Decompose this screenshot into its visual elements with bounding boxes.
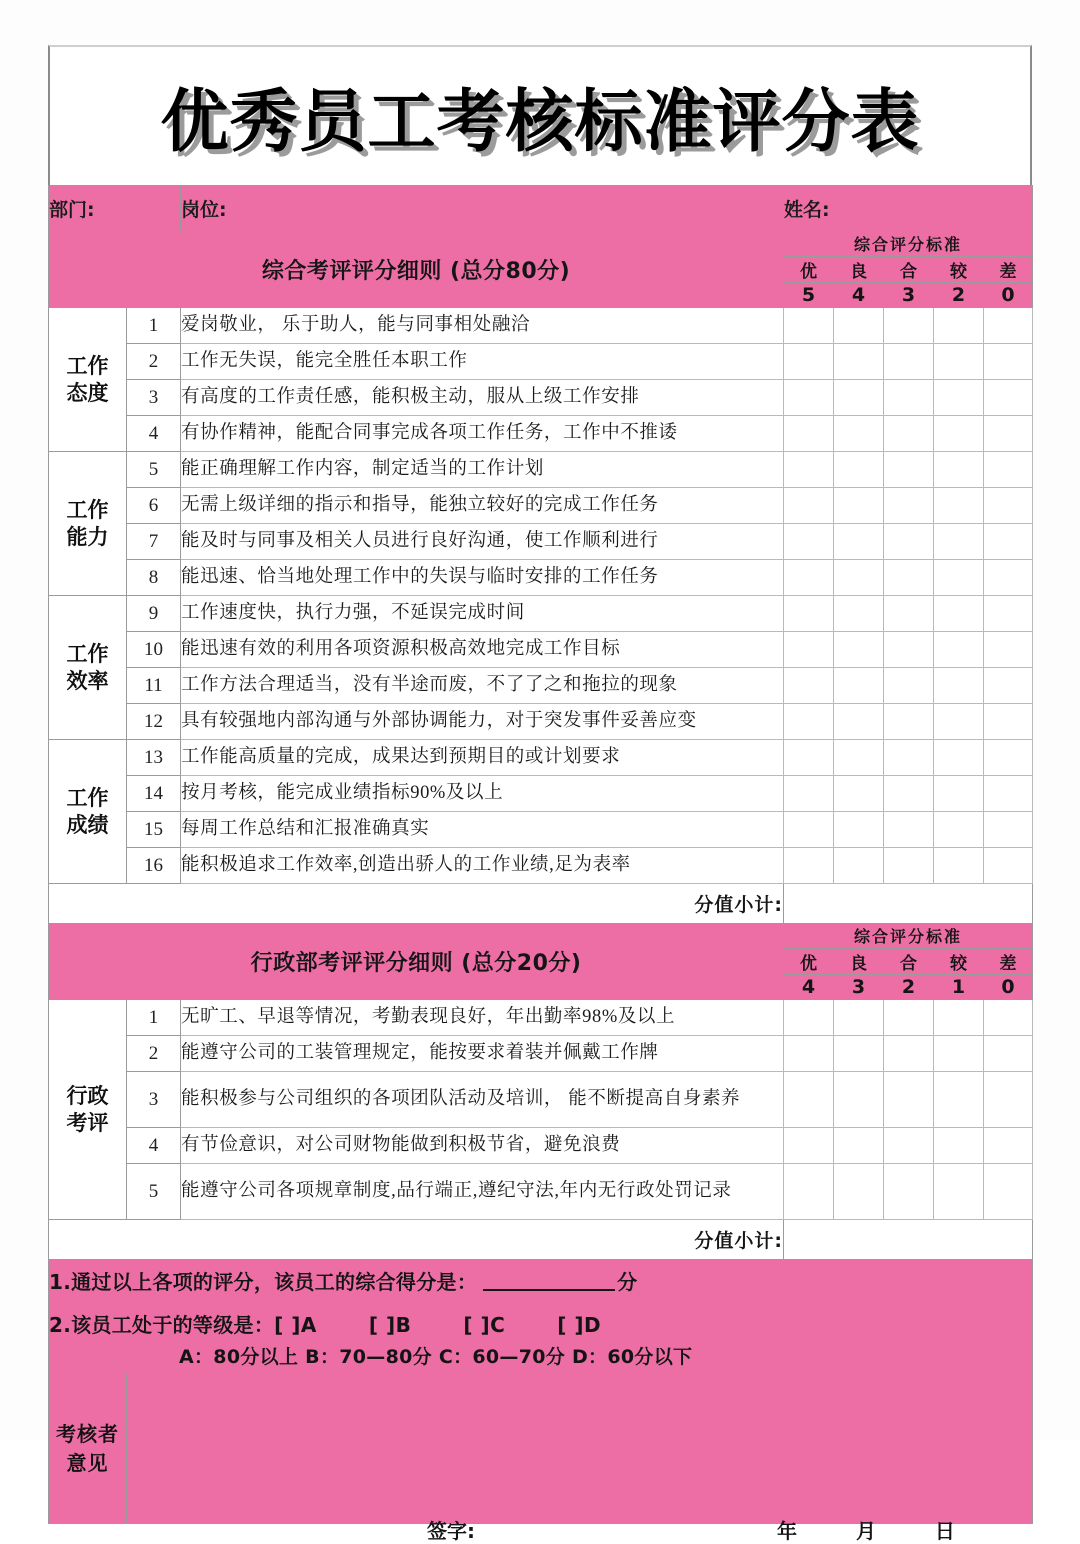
form-title-band xyxy=(48,45,1032,185)
item-number: 5 xyxy=(127,452,181,488)
score-mark-cell[interactable] xyxy=(884,848,934,884)
item-description: 有节俭意识，对公司财物能做到积极节省，避免浪费 xyxy=(181,1128,784,1164)
score-mark-cell[interactable] xyxy=(884,1128,934,1164)
score-mark-cell[interactable] xyxy=(884,812,934,848)
score-mark-cell[interactable] xyxy=(884,416,934,452)
score-mark-cell[interactable] xyxy=(834,416,884,452)
score-mark-cell[interactable] xyxy=(984,632,1033,668)
item-number: 9 xyxy=(127,596,181,632)
score-mark-cell[interactable] xyxy=(984,704,1033,740)
score-mark-cell[interactable] xyxy=(834,380,884,416)
item-description: 工作能高质量的完成，成果达到预期目的或计划要求 xyxy=(181,740,784,776)
admin-standard-header: 综合评分标准 xyxy=(784,924,1033,949)
item-number: 14 xyxy=(127,776,181,812)
table-row xyxy=(49,776,1033,812)
item-description: 无旷工、早退等情况，考勤表现良好，年出勤率98%及以上 xyxy=(181,1000,784,1036)
score-mark-cell[interactable] xyxy=(934,848,984,884)
item-description: 工作速度快，执行力强，不延误完成时间 xyxy=(181,596,784,632)
item-description: 无需上级详细的指示和指导，能独立较好的完成工作任务 xyxy=(181,488,784,524)
reviewer-row xyxy=(49,1374,1033,1524)
item-number: 1 xyxy=(127,308,181,344)
category-cell: 工作 能力 xyxy=(49,452,127,596)
admin-score-0: 4 xyxy=(784,975,834,1000)
main-grade-2: 合 xyxy=(884,256,934,283)
score-mark-cell[interactable] xyxy=(784,596,834,632)
main-grade-0: 优 xyxy=(784,256,834,283)
summary-line1-text: 1.通过以上各项的评分，该员工的综合得分是： xyxy=(49,1270,478,1294)
score-mark-cell[interactable] xyxy=(834,308,884,344)
score-mark-cell[interactable] xyxy=(784,452,834,488)
score-mark-cell[interactable] xyxy=(934,1000,984,1036)
table-row xyxy=(49,380,1033,416)
main-grade-1: 良 xyxy=(834,256,884,283)
score-blank[interactable] xyxy=(483,1275,615,1291)
score-mark-cell[interactable] xyxy=(934,812,984,848)
score-mark-cell[interactable] xyxy=(784,488,834,524)
summary-grade-row xyxy=(49,1302,1033,1374)
score-mark-cell[interactable] xyxy=(984,776,1033,812)
main-score-3: 2 xyxy=(934,283,984,308)
score-mark-cell[interactable] xyxy=(884,1164,934,1220)
table-row xyxy=(49,488,1033,524)
summary-line2-text: 2.该员工处于的等级是： xyxy=(49,1312,275,1337)
item-number: 3 xyxy=(127,380,181,416)
item-number: 4 xyxy=(127,1128,181,1164)
score-mark-cell[interactable] xyxy=(934,344,984,380)
grade-option-a[interactable]: [ ]A xyxy=(274,1312,317,1337)
score-mark-cell[interactable] xyxy=(884,632,934,668)
item-description: 工作无失误，能完全胜任本职工作 xyxy=(181,344,784,380)
score-mark-cell[interactable] xyxy=(834,632,884,668)
admin-grade-4: 差 xyxy=(984,948,1033,975)
item-number: 15 xyxy=(127,812,181,848)
score-mark-cell[interactable] xyxy=(934,308,984,344)
score-mark-cell[interactable] xyxy=(934,1128,984,1164)
item-number: 12 xyxy=(127,704,181,740)
summary-score-row xyxy=(49,1260,1033,1302)
admin-score-4: 0 xyxy=(984,975,1033,1000)
score-mark-cell[interactable] xyxy=(784,812,834,848)
score-mark-cell[interactable] xyxy=(934,704,984,740)
table-row xyxy=(49,812,1033,848)
table-row xyxy=(49,740,1033,776)
score-mark-cell[interactable] xyxy=(934,668,984,704)
main-subtotal-row xyxy=(49,884,1033,924)
category-cell: 工作 成绩 xyxy=(49,740,127,884)
score-mark-cell[interactable] xyxy=(834,848,884,884)
item-description: 爱岗敬业， 乐于助人，能与同事相处融洽 xyxy=(181,308,784,344)
score-mark-cell[interactable] xyxy=(834,560,884,596)
score-mark-cell[interactable] xyxy=(934,488,984,524)
item-number: 2 xyxy=(127,1036,181,1072)
item-description: 有协作精神，能配合同事完成各项工作任务，工作中不推诿 xyxy=(181,416,784,452)
score-mark-cell[interactable] xyxy=(984,812,1033,848)
score-mark-cell[interactable] xyxy=(984,740,1033,776)
item-number: 5 xyxy=(127,1164,181,1220)
score-mark-cell[interactable] xyxy=(934,452,984,488)
item-number: 1 xyxy=(127,1000,181,1036)
grade-option-group[interactable] xyxy=(274,1313,653,1337)
info-row xyxy=(49,186,1033,232)
score-mark-cell[interactable] xyxy=(934,632,984,668)
score-mark-cell[interactable] xyxy=(834,452,884,488)
grade-option-b[interactable]: [ ]B xyxy=(368,1312,412,1337)
date-label[interactable]: 年 月 日 xyxy=(777,1519,981,1543)
category-cell: 工作 态度 xyxy=(49,308,127,452)
table-row xyxy=(49,1128,1033,1164)
name-field[interactable]: 姓名: xyxy=(784,186,1033,232)
item-number: 6 xyxy=(127,488,181,524)
main-score-1: 4 xyxy=(834,283,884,308)
score-mark-cell[interactable] xyxy=(834,488,884,524)
item-description: 具有较强地内部沟通与外部协调能力，对于突发事件妥善应变 xyxy=(181,704,784,740)
table-row xyxy=(49,1072,1033,1128)
main-section-title: 综合考评评分细则 (总分80分) xyxy=(49,232,784,308)
item-description: 能遵守公司各项规章制度,品行端正,遵纪守法,年内无行政处罚记录 xyxy=(181,1164,784,1220)
score-mark-cell[interactable] xyxy=(934,1072,984,1128)
score-mark-cell[interactable] xyxy=(884,668,934,704)
table-row xyxy=(49,560,1033,596)
admin-score-3: 1 xyxy=(934,975,984,1000)
main-subtotal-value[interactable] xyxy=(784,884,1033,924)
category-cell: 工作 效率 xyxy=(49,596,127,740)
admin-grade-0: 优 xyxy=(784,948,834,975)
score-mark-cell[interactable] xyxy=(784,776,834,812)
item-description: 能积极参与公司组织的各项团队活动及培训， 能不断提高自身素养 xyxy=(181,1072,784,1128)
score-mark-cell[interactable] xyxy=(884,380,934,416)
table-row xyxy=(49,848,1033,884)
score-mark-cell[interactable] xyxy=(884,740,934,776)
table-row xyxy=(49,308,1033,344)
main-standard-header: 综合评分标准 xyxy=(784,232,1033,257)
admin-subtotal-label: 分值小计: xyxy=(49,1220,784,1260)
score-mark-cell[interactable] xyxy=(934,1036,984,1072)
page-title: 优秀员工考核标准评分表 xyxy=(160,82,920,162)
score-mark-cell[interactable] xyxy=(934,776,984,812)
admin-section-header-top xyxy=(49,924,1033,949)
table-row xyxy=(49,452,1033,488)
table-row xyxy=(49,1000,1033,1036)
score-mark-cell[interactable] xyxy=(984,416,1033,452)
item-number: 4 xyxy=(127,416,181,452)
table-row xyxy=(49,1164,1033,1220)
score-mark-cell[interactable] xyxy=(884,308,934,344)
score-mark-cell[interactable] xyxy=(784,560,834,596)
score-mark-cell[interactable] xyxy=(884,452,934,488)
score-mark-cell[interactable] xyxy=(984,1164,1033,1220)
evaluation-table xyxy=(48,185,1033,1543)
score-mark-cell[interactable] xyxy=(884,344,934,380)
item-number: 10 xyxy=(127,632,181,668)
score-mark-cell[interactable] xyxy=(784,848,834,884)
item-description: 能遵守公司的工装管理规定，能按要求着装并佩戴工作牌 xyxy=(181,1036,784,1072)
item-description: 能迅速、恰当地处理工作中的失误与临时安排的工作任务 xyxy=(181,560,784,596)
score-mark-cell[interactable] xyxy=(884,776,934,812)
score-mark-cell[interactable] xyxy=(784,524,834,560)
score-mark-cell[interactable] xyxy=(984,560,1033,596)
grade-legend: A：80分以上 B：70—80分 C：60—70分 D：60分以下 xyxy=(179,1345,693,1368)
score-mark-cell[interactable] xyxy=(884,1000,934,1036)
score-mark-cell[interactable] xyxy=(784,1072,834,1128)
table-row xyxy=(49,704,1033,740)
table-row xyxy=(49,632,1033,668)
score-mark-cell[interactable] xyxy=(984,452,1033,488)
score-mark-cell[interactable] xyxy=(984,1000,1033,1036)
item-description: 能迅速有效的利用各项资源积极高效地完成工作目标 xyxy=(181,632,784,668)
table-row xyxy=(49,416,1033,452)
summary-total-score[interactable] xyxy=(49,1260,1033,1302)
score-mark-cell[interactable] xyxy=(784,380,834,416)
score-mark-cell[interactable] xyxy=(934,1164,984,1220)
department-field[interactable]: 部门: xyxy=(49,186,181,232)
admin-section-title: 行政部考评评分细则 (总分20分) xyxy=(49,924,784,1000)
score-mark-cell[interactable] xyxy=(884,488,934,524)
score-mark-cell[interactable] xyxy=(884,1072,934,1128)
score-mark-cell[interactable] xyxy=(984,848,1033,884)
main-subtotal-label: 分值小计: xyxy=(49,884,784,924)
score-mark-cell[interactable] xyxy=(984,1036,1033,1072)
item-number: 7 xyxy=(127,524,181,560)
admin-score-1: 3 xyxy=(834,975,884,1000)
score-mark-cell[interactable] xyxy=(884,596,934,632)
item-description: 有高度的工作责任感，能积极主动，服从上级工作安排 xyxy=(181,380,784,416)
summary-line1-suffix: 分 xyxy=(617,1270,638,1294)
score-mark-cell[interactable] xyxy=(784,1128,834,1164)
admin-subtotal-value[interactable] xyxy=(784,1220,1033,1260)
main-grade-3: 较 xyxy=(934,256,984,283)
score-mark-cell[interactable] xyxy=(984,1072,1033,1128)
main-items-body xyxy=(49,308,1033,884)
main-grade-4: 差 xyxy=(984,256,1033,283)
score-mark-cell[interactable] xyxy=(834,776,884,812)
main-score-0: 5 xyxy=(784,283,834,308)
admin-grade-2: 合 xyxy=(884,948,934,975)
summary-grade-choice[interactable] xyxy=(49,1302,1033,1374)
item-description: 工作方法合理适当，没有半途而废，不了了之和拖拉的现象 xyxy=(181,668,784,704)
reviewer-comment-area[interactable] xyxy=(127,1374,1033,1543)
score-mark-cell[interactable] xyxy=(834,740,884,776)
score-mark-cell[interactable] xyxy=(834,668,884,704)
item-number: 8 xyxy=(127,560,181,596)
score-mark-cell[interactable] xyxy=(984,596,1033,632)
item-description: 能及时与同事及相关人员进行良好沟通，使工作顺利进行 xyxy=(181,524,784,560)
score-mark-cell[interactable] xyxy=(984,1128,1033,1164)
admin-items-body xyxy=(49,1000,1033,1220)
score-mark-cell[interactable] xyxy=(834,812,884,848)
score-mark-cell[interactable] xyxy=(834,596,884,632)
grade-option-d[interactable]: [ ]D xyxy=(557,1312,602,1337)
item-description: 能正确理解工作内容，制定适当的工作计划 xyxy=(181,452,784,488)
table-row xyxy=(49,524,1033,560)
score-mark-cell[interactable] xyxy=(934,740,984,776)
score-mark-cell[interactable] xyxy=(834,1072,884,1128)
score-mark-cell[interactable] xyxy=(784,704,834,740)
score-mark-cell[interactable] xyxy=(834,704,884,740)
score-mark-cell[interactable] xyxy=(784,1164,834,1220)
admin-subtotal-row xyxy=(49,1220,1033,1260)
score-mark-cell[interactable] xyxy=(784,1036,834,1072)
score-mark-cell[interactable] xyxy=(784,668,834,704)
position-field[interactable]: 岗位: xyxy=(181,186,784,232)
item-number: 13 xyxy=(127,740,181,776)
item-number: 3 xyxy=(127,1072,181,1128)
score-mark-cell[interactable] xyxy=(784,1000,834,1036)
table-row xyxy=(49,668,1033,704)
score-mark-cell[interactable] xyxy=(934,524,984,560)
main-score-2: 3 xyxy=(884,283,934,308)
score-mark-cell[interactable] xyxy=(984,488,1033,524)
signature-label[interactable]: 签字: xyxy=(427,1519,475,1543)
score-mark-cell[interactable] xyxy=(934,416,984,452)
score-mark-cell[interactable] xyxy=(834,1000,884,1036)
item-description: 按月考核，能完成业绩指标90%及以上 xyxy=(181,776,784,812)
score-mark-cell[interactable] xyxy=(884,704,934,740)
score-mark-cell[interactable] xyxy=(934,596,984,632)
item-number: 11 xyxy=(127,668,181,704)
admin-score-2: 2 xyxy=(884,975,934,1000)
score-mark-cell[interactable] xyxy=(934,560,984,596)
score-mark-cell[interactable] xyxy=(884,560,934,596)
score-mark-cell[interactable] xyxy=(784,416,834,452)
item-description: 每周工作总结和汇报准确真实 xyxy=(181,812,784,848)
table-row xyxy=(49,344,1033,380)
score-mark-cell[interactable] xyxy=(834,1128,884,1164)
table-row xyxy=(49,596,1033,632)
score-mark-cell[interactable] xyxy=(984,380,1033,416)
score-mark-cell[interactable] xyxy=(834,1164,884,1220)
score-mark-cell[interactable] xyxy=(984,308,1033,344)
score-mark-cell[interactable] xyxy=(834,1036,884,1072)
score-mark-cell[interactable] xyxy=(884,524,934,560)
admin-grade-1: 良 xyxy=(834,948,884,975)
item-number: 16 xyxy=(127,848,181,884)
grade-option-c[interactable]: [ ]C xyxy=(463,1312,506,1337)
main-score-4: 0 xyxy=(984,283,1033,308)
reviewer-label: 考核者意见 xyxy=(49,1374,127,1524)
score-mark-cell[interactable] xyxy=(834,344,884,380)
item-description: 能积极追求工作效率,创造出骄人的工作业绩,足为表率 xyxy=(181,848,784,884)
item-number: 2 xyxy=(127,344,181,380)
score-mark-cell[interactable] xyxy=(984,524,1033,560)
score-mark-cell[interactable] xyxy=(934,380,984,416)
score-mark-cell[interactable] xyxy=(984,344,1033,380)
main-section-header-top xyxy=(49,232,1033,257)
score-mark-cell[interactable] xyxy=(984,668,1033,704)
score-mark-cell[interactable] xyxy=(784,308,834,344)
score-mark-cell[interactable] xyxy=(784,632,834,668)
score-mark-cell[interactable] xyxy=(884,1036,934,1072)
admin-grade-3: 较 xyxy=(934,948,984,975)
table-row xyxy=(49,1036,1033,1072)
score-mark-cell[interactable] xyxy=(784,740,834,776)
score-mark-cell[interactable] xyxy=(784,344,834,380)
category-cell: 行政 考评 xyxy=(49,1000,127,1220)
score-mark-cell[interactable] xyxy=(834,524,884,560)
